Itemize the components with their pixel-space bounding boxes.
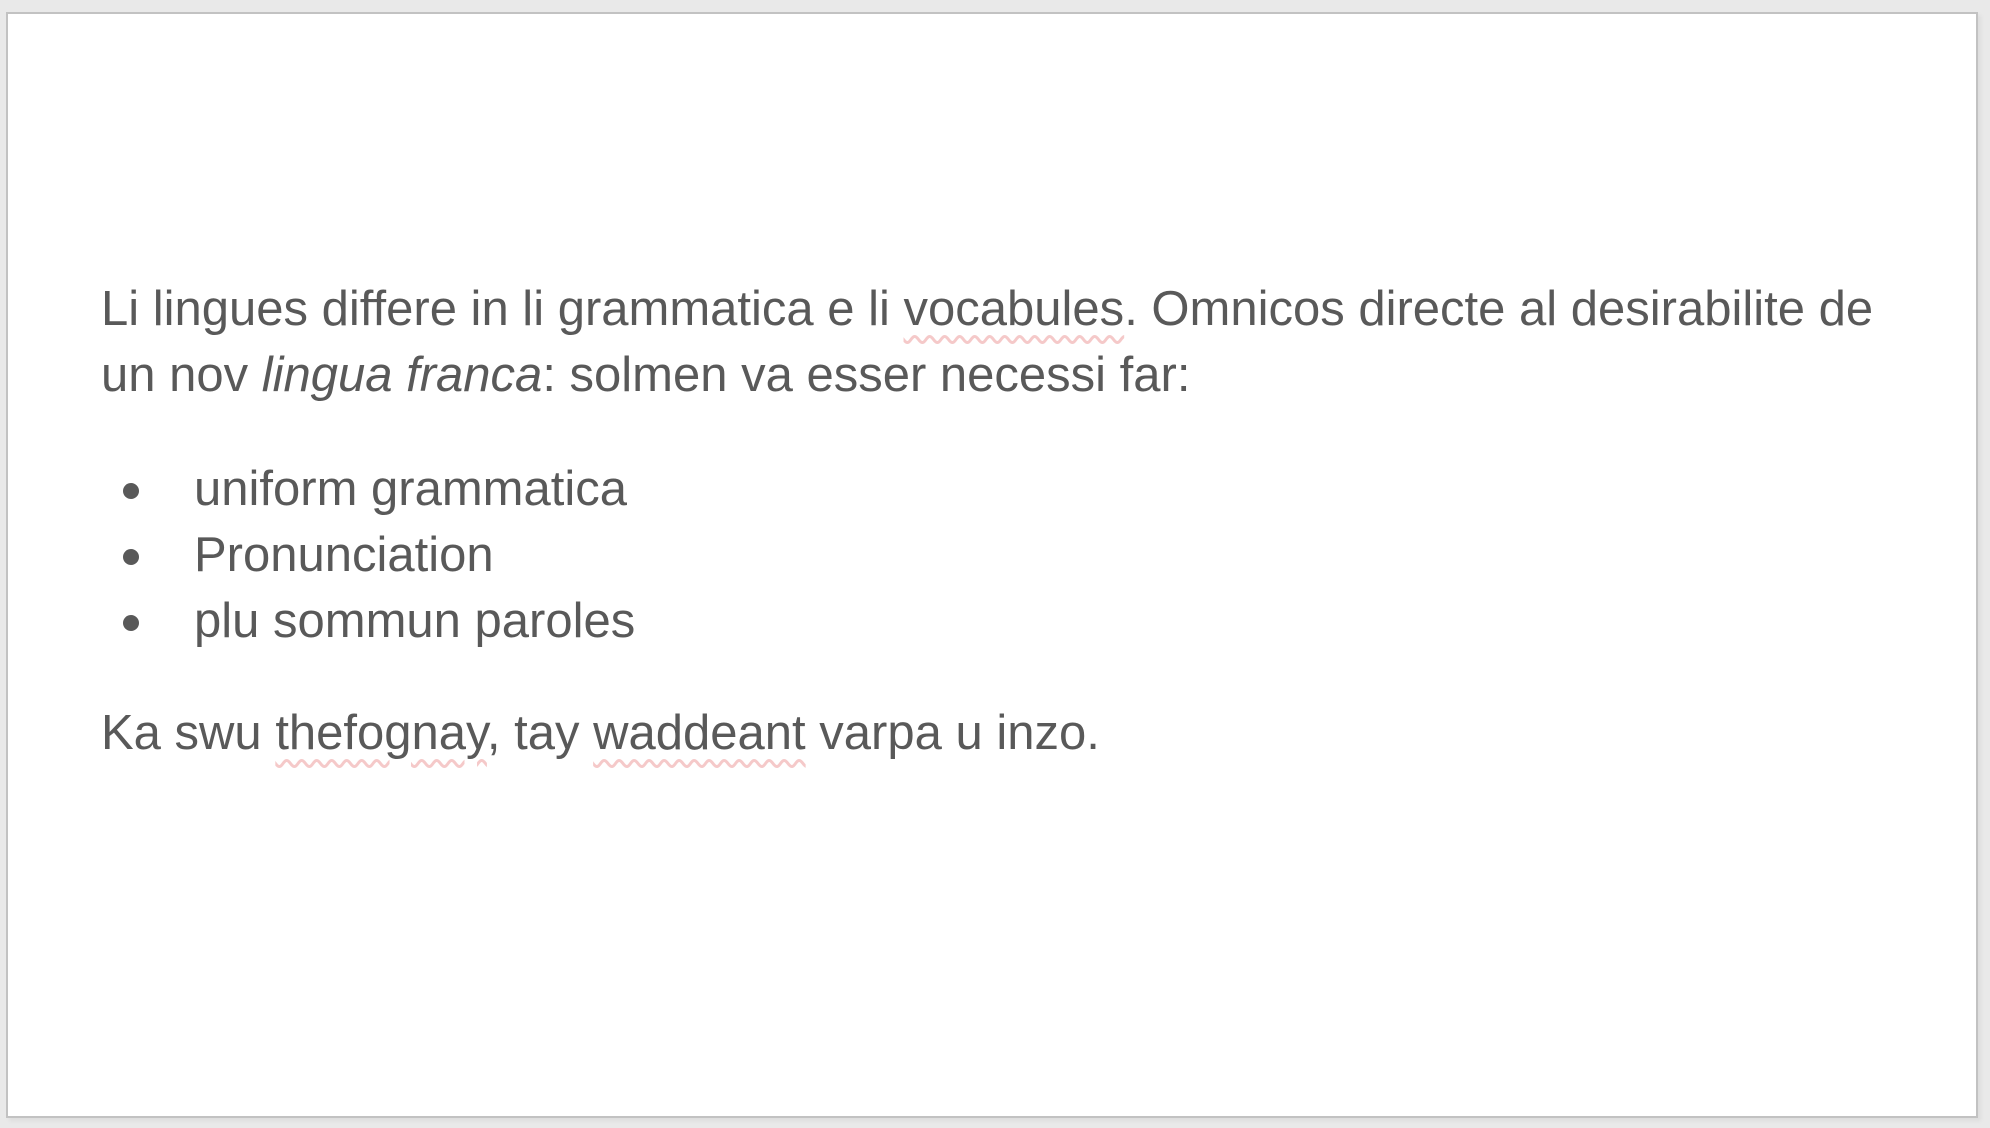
misspelled-word-vocabules: vocabules bbox=[903, 282, 1125, 336]
list-item bbox=[101, 522, 1941, 588]
bullet-dot-icon bbox=[123, 549, 139, 565]
slide-text-block[interactable] bbox=[101, 276, 1941, 766]
intro-text-3: un nov bbox=[101, 348, 262, 402]
bullet-dot-icon bbox=[123, 615, 139, 631]
slide-canvas[interactable] bbox=[6, 12, 1978, 1118]
misspelled-word-waddeant: waddeant bbox=[593, 706, 806, 760]
bullet-dot-icon bbox=[123, 483, 139, 499]
misspelled-word-thefognay: thefognay bbox=[275, 706, 487, 760]
outro-text-1: Ka swu bbox=[101, 706, 276, 760]
italic-phrase-lingua-franca: lingua franca bbox=[261, 348, 543, 402]
paragraph-intro bbox=[101, 276, 1941, 408]
intro-text-2: . Omnicos directe al desirabilite de bbox=[1124, 282, 1874, 336]
list-item bbox=[101, 456, 1941, 522]
outro-text-2: , tay bbox=[486, 706, 594, 760]
bullet-label: uniform grammatica bbox=[194, 462, 627, 516]
bullet-label: Pronunciation bbox=[194, 528, 494, 582]
outro-text-3: varpa u inzo. bbox=[805, 706, 1100, 760]
bullet-label: plu sommun paroles bbox=[194, 594, 636, 648]
bullet-list bbox=[101, 456, 1941, 654]
intro-text-1: Li lingues differe in li grammatica e li bbox=[101, 282, 904, 336]
intro-text-4: : solmen va esser necessi far: bbox=[542, 348, 1191, 402]
list-item bbox=[101, 588, 1941, 654]
paragraph-outro bbox=[101, 700, 1941, 766]
